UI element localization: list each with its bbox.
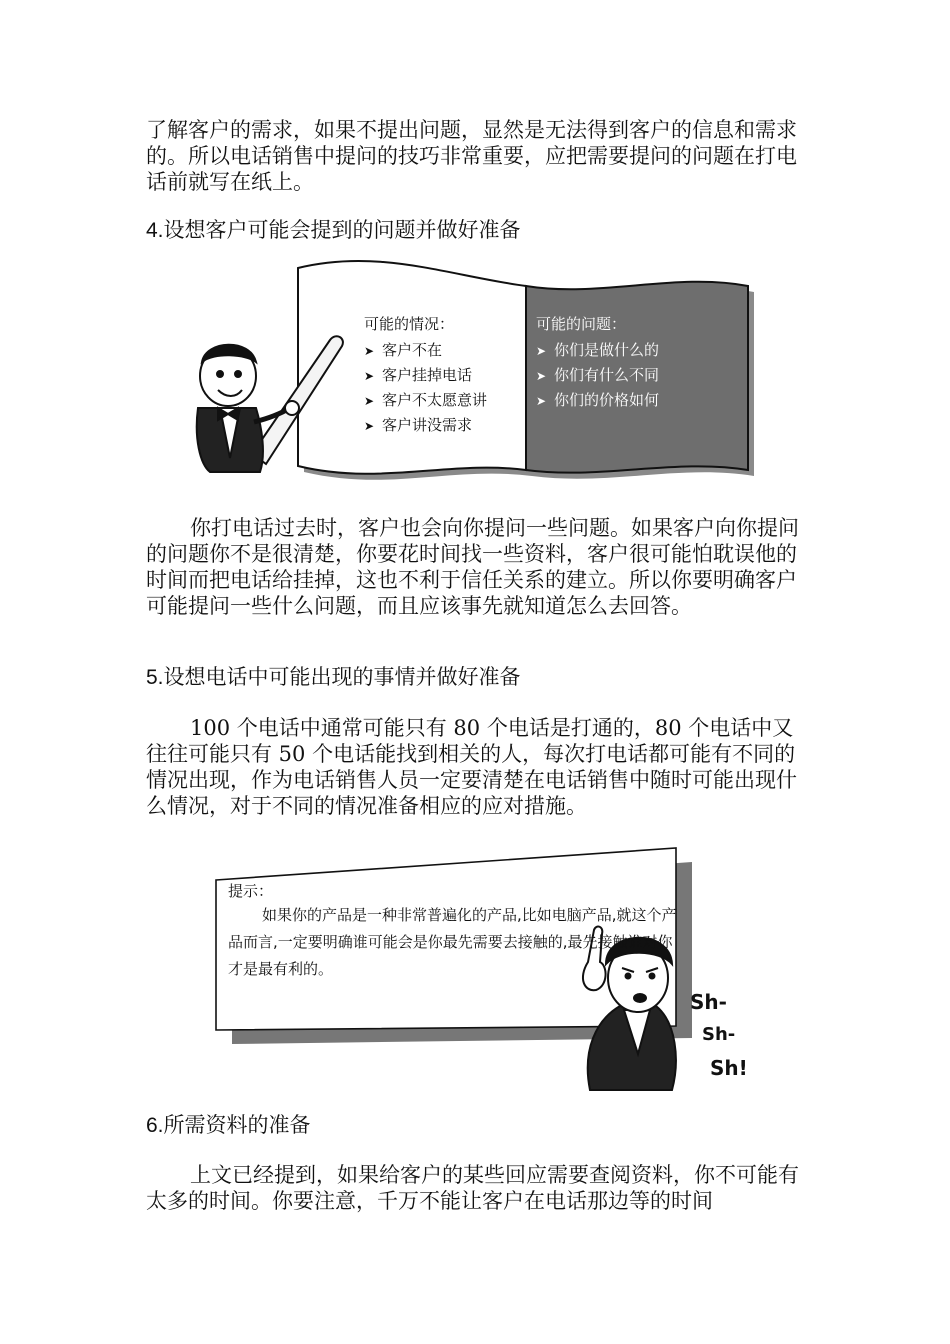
heading-4 <box>146 217 521 244</box>
shh-text-3: Sh! <box>710 1056 748 1080</box>
question-item: ➤ 你们有什么不同 <box>536 363 746 388</box>
paragraph-customer-questions: 你打电话过去时，客户也会向你提问一些问题。如果客户向你提问的问题你不是很清楚，你要花时间找一些资料，客户很可能怕耽误他的时间而把电话给挂掉，这也不利于信任关系的建立。所以你要明确客户可能提问一些什么问题，而且应该事先就知道怎么去回答。 <box>146 516 799 618</box>
paragraph-materials: 上文已经提到，如果给客户的某些回应需要查阅资料，你不可能有太多的时间。你要注意，千万不能让客户在电话那边等的时间 <box>146 1163 799 1213</box>
heading-6-text: 所需资料的准备 <box>163 1113 311 1137</box>
situation-item: ➤ 客户讲没需求 <box>364 413 534 438</box>
situations-panel <box>364 312 534 438</box>
figure-possible-situations <box>180 258 760 498</box>
question-item: ➤ 你们是做什么的 <box>536 338 746 363</box>
figure-tip-box <box>210 840 770 1095</box>
situations-title: 可能的情况： <box>364 315 455 333</box>
heading-4-text: 设想客户可能会提到的问题并做好准备 <box>163 218 521 242</box>
arrow-bullet-icon: ➤ <box>536 369 547 383</box>
heading-6 <box>146 1112 311 1139</box>
arrow-bullet-icon: ➤ <box>364 344 375 358</box>
arrow-bullet-icon: ➤ <box>364 369 375 383</box>
tip-label: 提示： <box>228 882 274 900</box>
situation-item: ➤ 客户不太愿意讲 <box>364 388 534 413</box>
arrow-bullet-icon: ➤ <box>536 344 547 358</box>
tip-body: 如果你的产品是一种非常普遍化的产品,比如电脑产品,就这个产品而言,一定要明确谁可能会是你最先需要去接触的,最先接触谁对你才是最有利的。 <box>228 906 677 978</box>
question-item: ➤ 你们的价格如何 <box>536 388 746 413</box>
situation-item: ➤ 客户不在 <box>364 338 534 363</box>
heading-6-number: 6. <box>146 1114 164 1137</box>
tip-content <box>228 880 678 983</box>
heading-5-text: 设想电话中可能出现的事情并做好准备 <box>163 665 521 689</box>
paragraph-intro: 了解客户的需求，如果不提出问题，显然是无法得到客户的信息和需求的。所以电话销售中提问的技巧非常重要，应把需要提问的问题在打电话前就写在纸上。 <box>146 118 797 194</box>
shh-text-2: Sh- <box>702 1024 736 1045</box>
arrow-bullet-icon: ➤ <box>536 394 547 408</box>
arrow-bullet-icon: ➤ <box>364 394 375 408</box>
situation-item: ➤ 客户挂掉电话 <box>364 363 534 388</box>
questions-title: 可能的问题： <box>536 315 627 333</box>
heading-5-number: 5. <box>146 666 164 689</box>
paragraph-call-situations: 100 个电话中通常可能只有 80 个电话是打通的，80 个电话中又往往可能只有 50 个电话能找到相关的人，每次打电话都可能有不同的情况出现，作为电话销售人员一定要清楚在电话销售中随时可能出现什么情况，对于不同的情况准备相应的应对措施。 <box>146 716 797 818</box>
shh-text-1: Sh- <box>690 990 727 1014</box>
heading-5 <box>146 664 521 691</box>
questions-panel <box>536 312 746 413</box>
heading-4-number: 4. <box>146 219 164 242</box>
arrow-bullet-icon: ➤ <box>364 419 375 433</box>
